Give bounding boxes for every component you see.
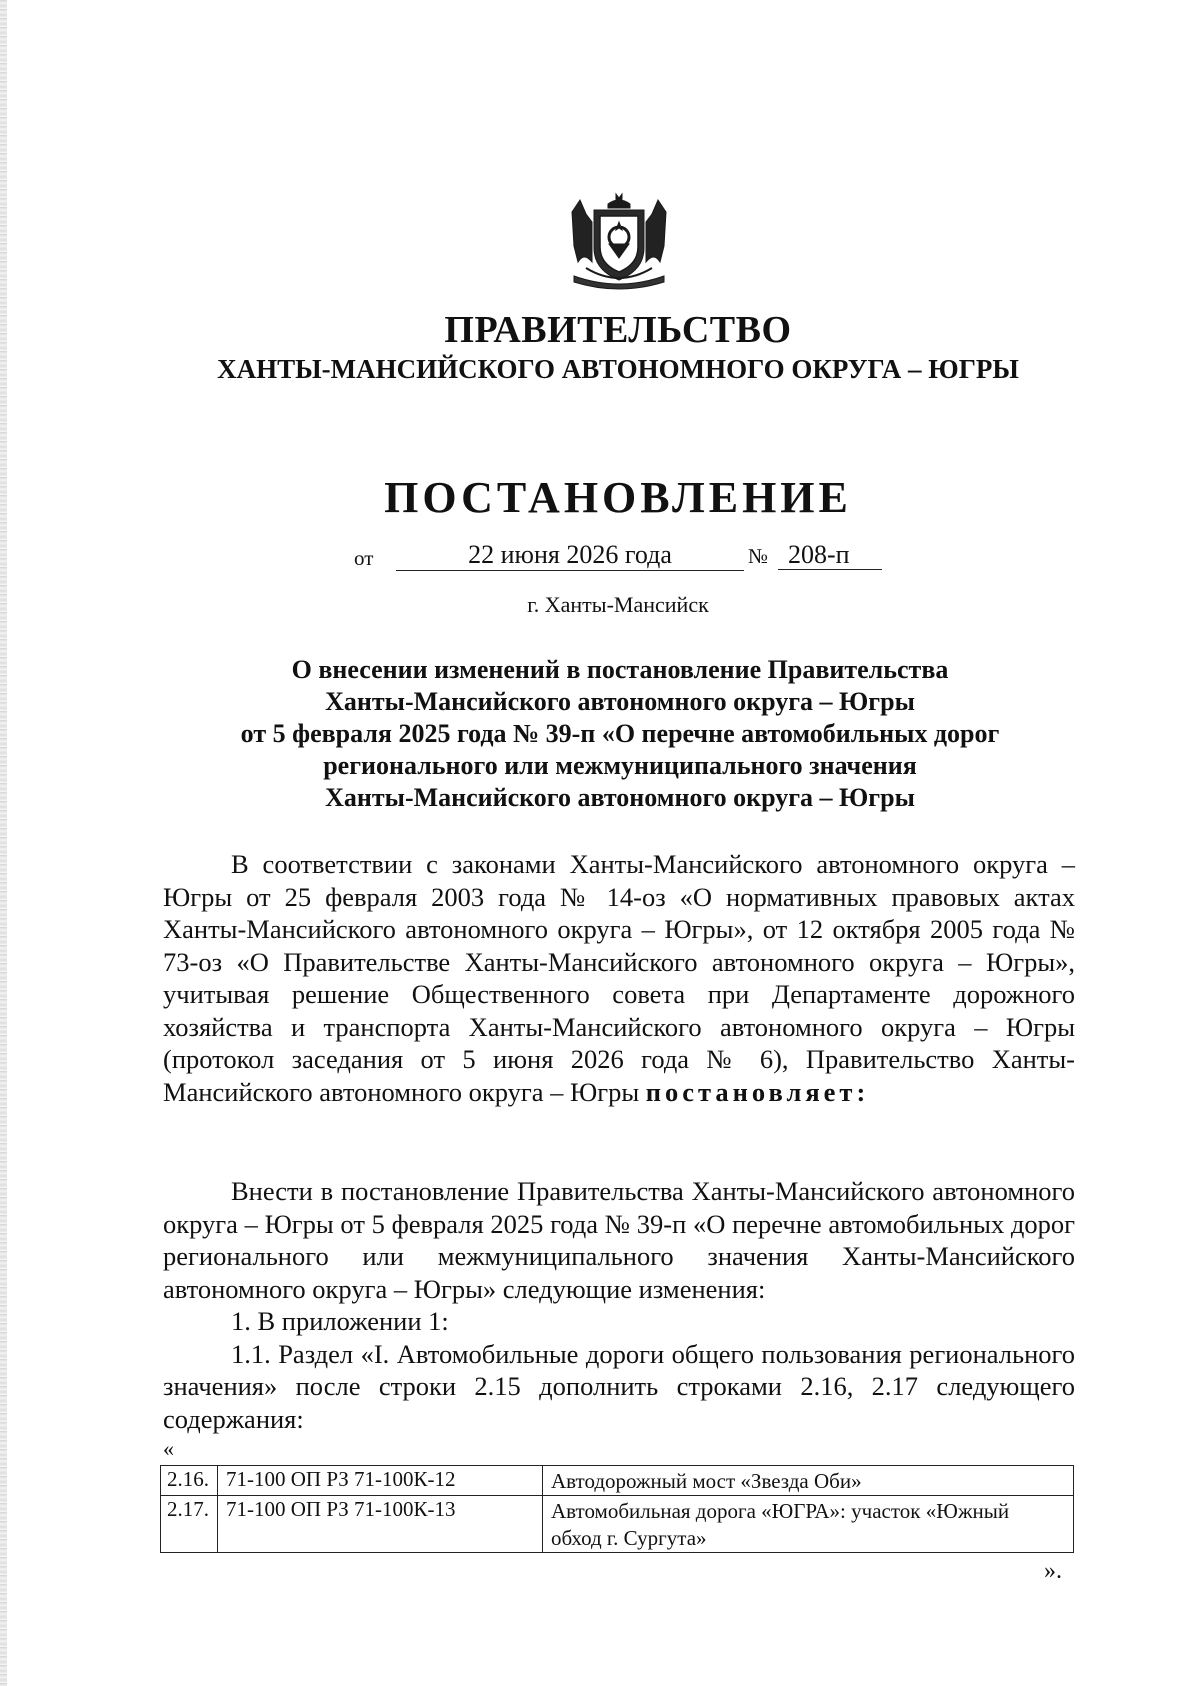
government-title: ПРАВИТЕЛЬСТВО [444,309,792,351]
government-subtitle: ХАНТЫ-МАНСИЙСКОГО АВТОНОМНОГО ОКРУГА – ЮГРЫ [217,354,1019,384]
date-prefix: от [354,546,374,570]
title-line: Ханты-Мансийского автономного округа – Югры [325,783,915,812]
road-code: 71-100 ОП РЗ 71-100К-12 [218,1466,543,1496]
document-date: 22 июня 2026 года [396,540,744,571]
preamble-text: В соответствии с законами Ханты-Мансийского автономного округа – Югры от 25 февраля 2003 года № 14-оз «О нормативных правовых актах Ханты-Мансийского автономного округа – Югры», от 12 октября 2005 года № 73-оз «О Правительстве Ханты-Мансийского автономного округа – Югры», учитывая решение Общественного совета при Департаменте дорожного хозяйства и транспорта Ханты-Мансийского автономного округа – Югры (протокол заседания от 5 июня 2026 года № 6), Правительство Ханты-Мансийского автономного округа – Югры [163,849,1075,1107]
document-number: 208-п [778,540,882,570]
table-row [161,1496,1074,1553]
row-number: 2.17. [161,1496,218,1553]
amendment-intro: Внести в постановление Правительства Ханты-Мансийского автономного округа – Югры от 5 февраля 2025 года № 39-п «О перечне автомобильных дорог регионального или межмуниципального значения Ханты-Мансийского автономного округа – Югры» следующие изменения: [163,1176,1075,1304]
title-line: от 5 февраля 2025 года № 39-п «О перечне автомобильных дорог [240,719,1000,748]
opening-quote: « [163,1436,174,1461]
title-line: О внесении изменений в постановление Правительства [291,655,949,684]
document-type-heading: ПОСТАНОВЛЕНИЕ [384,473,852,522]
amendment-item-1: 1. В приложении 1: [231,1306,449,1336]
road-code: 71-100 ОП РЗ 71-100К-13 [218,1496,543,1553]
preamble-block [163,848,1075,1108]
amendment-item-1-1: 1.1. Раздел «I. Автомобильные дороги общего пользования регионального значения» после строки 2.15 дополнить строками 2.16, 2.17 следующего содержания: [163,1338,1075,1434]
document-title [160,654,1080,814]
row-number: 2.16. [161,1466,218,1496]
table-row [161,1466,1074,1496]
title-line: Ханты-Мансийского автономного округа – Югры [325,687,915,716]
amendments-block [163,1175,1075,1435]
road-rows-table [160,1465,1074,1553]
closing-quote: ». [1044,1558,1062,1584]
number-sign: № [747,544,769,568]
road-name: Автомобильная дорога «ЮГРА»: участок «Южный обход г. Сургута» [543,1496,1074,1553]
preamble-paragraph [163,848,1075,1108]
title-line: регионального или межмуниципального значения [323,751,917,780]
road-name: Автодорожный мост «Звезда Оби» [543,1466,1074,1496]
date-number-row [354,540,894,574]
issuing-city: г. Ханты-Мансийск [527,592,709,617]
resolves-word: постановляет: [645,1076,870,1107]
coat-of-arms-emblem [564,192,674,292]
